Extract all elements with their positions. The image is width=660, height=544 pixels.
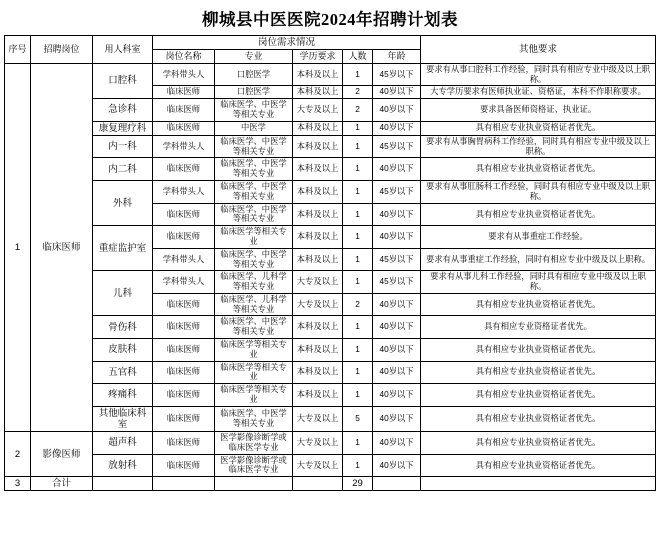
table-row <box>5 121 656 135</box>
cell-number: 1 <box>343 226 373 249</box>
cell-age: 40岁以下 <box>373 406 421 431</box>
cell-major: 中医学 <box>215 121 293 135</box>
cell-dept: 骨伤科 <box>93 316 153 339</box>
cell-major: 临床医学等相关专业 <box>215 384 293 407</box>
cell-number: 1 <box>343 121 373 135</box>
cell-post: 临床医师 <box>31 63 93 431</box>
cell-number: 1 <box>343 248 373 271</box>
cell-number: 2 <box>343 99 373 122</box>
cell-job-name: 临床医师 <box>153 406 215 431</box>
cell-other-requirement: 要求有从事胸胃病科工作经验，同时具有相应专业中级及以上职称。 <box>421 135 656 158</box>
cell-dept: 内一科 <box>93 135 153 158</box>
header-edu: 学历要求 <box>293 50 343 64</box>
cell-dept: 外科 <box>93 181 153 226</box>
cell-total-seq: 3 <box>5 477 31 491</box>
cell-job-name: 临床医师 <box>153 316 215 339</box>
cell-education: 本科及以上 <box>293 86 343 99</box>
cell-number: 1 <box>343 181 373 204</box>
cell-other-requirement: 要求有从事儿科工作经验，同时具有相应专业中级及以上职称。 <box>421 271 656 294</box>
cell-number: 2 <box>343 86 373 99</box>
table-body <box>5 63 656 491</box>
cell-other-requirement: 具有相应专业资格证者优先。 <box>421 316 656 339</box>
cell-job-name: 临床医师 <box>153 121 215 135</box>
cell-dept: 放射科 <box>93 454 153 477</box>
cell-job-name: 临床医师 <box>153 361 215 384</box>
cell-major: 口腔医学 <box>215 86 293 99</box>
cell-other-requirement: 具有相应专业执业资格证者优先。 <box>421 361 656 384</box>
cell-major: 临床医学、儿科学等相关专业 <box>215 293 293 316</box>
cell-other-requirement: 要求有从事重症工作经验，同时有相应专业中级及以上职称。 <box>421 248 656 271</box>
cell-dept: 口腔科 <box>93 63 153 98</box>
cell-job-name: 临床医师 <box>153 86 215 99</box>
table-row <box>5 135 656 158</box>
cell-education: 本科及以上 <box>293 135 343 158</box>
cell-seq: 1 <box>5 63 31 431</box>
cell-other-requirement: 具有相应专业执业资格证者优先。 <box>421 203 656 226</box>
cell-empty <box>215 477 293 491</box>
cell-age: 40岁以下 <box>373 226 421 249</box>
header-post: 招聘岗位 <box>31 36 93 64</box>
cell-major: 临床医学、中医学等相关专业 <box>215 181 293 204</box>
cell-age: 40岁以下 <box>373 454 421 477</box>
cell-major: 口腔医学 <box>215 63 293 86</box>
table-row <box>5 158 656 181</box>
cell-education: 本科及以上 <box>293 63 343 86</box>
cell-dept: 疼痛科 <box>93 384 153 407</box>
cell-education: 本科及以上 <box>293 158 343 181</box>
cell-number: 1 <box>343 384 373 407</box>
cell-education: 本科及以上 <box>293 248 343 271</box>
table-row <box>5 361 656 384</box>
cell-age: 40岁以下 <box>373 99 421 122</box>
cell-education: 大专及以上 <box>293 271 343 294</box>
table-header <box>5 36 656 64</box>
table-row <box>5 338 656 361</box>
cell-education: 大专及以上 <box>293 99 343 122</box>
cell-dept: 皮肤科 <box>93 338 153 361</box>
cell-other-requirement: 大专学历要求有医师执业证、资格证，本科不作职称要求。 <box>421 86 656 99</box>
cell-education: 大专及以上 <box>293 432 343 455</box>
cell-dept: 超声科 <box>93 432 153 455</box>
cell-empty <box>93 477 153 491</box>
cell-number: 2 <box>343 293 373 316</box>
cell-dept: 康复理疗科 <box>93 121 153 135</box>
cell-total-number: 29 <box>343 477 373 491</box>
header-name: 岗位名称 <box>153 50 215 64</box>
cell-number: 1 <box>343 432 373 455</box>
cell-age: 40岁以下 <box>373 361 421 384</box>
cell-job-name: 学科带头人 <box>153 135 215 158</box>
table-row <box>5 99 656 122</box>
cell-other-requirement: 具有相应专业执业资格证者优先。 <box>421 454 656 477</box>
table-row <box>5 432 656 455</box>
cell-major: 临床医学、中医学等相关专业 <box>215 135 293 158</box>
cell-major: 临床医学等相关专业 <box>215 338 293 361</box>
cell-job-name: 临床医师 <box>153 158 215 181</box>
header-age: 年龄 <box>373 50 421 64</box>
cell-job-name: 临床医师 <box>153 293 215 316</box>
cell-job-name: 学科带头人 <box>153 63 215 86</box>
header-dept: 用人科室 <box>93 36 153 64</box>
cell-major: 临床医学、中医学等相关专业 <box>215 203 293 226</box>
cell-job-name: 临床医师 <box>153 384 215 407</box>
cell-age: 45岁以下 <box>373 63 421 86</box>
cell-dept: 五官科 <box>93 361 153 384</box>
table-row <box>5 454 656 477</box>
cell-major: 临床医学、中医学等相关专业 <box>215 248 293 271</box>
cell-job-name: 临床医师 <box>153 454 215 477</box>
cell-number: 5 <box>343 406 373 431</box>
cell-age: 40岁以下 <box>373 432 421 455</box>
header-seq: 序号 <box>5 36 31 64</box>
cell-job-name: 学科带头人 <box>153 248 215 271</box>
header-row-1 <box>5 36 656 50</box>
cell-empty <box>153 477 215 491</box>
cell-dept: 重症监护室 <box>93 226 153 271</box>
cell-major: 临床医学、中医学等相关专业 <box>215 406 293 431</box>
table-row <box>5 181 656 204</box>
cell-age: 40岁以下 <box>373 158 421 181</box>
cell-age: 45岁以下 <box>373 181 421 204</box>
cell-major: 临床医学、儿科学等相关专业 <box>215 271 293 294</box>
cell-other-requirement: 具有相应专业执业资格证者优先。 <box>421 406 656 431</box>
cell-dept: 儿科 <box>93 271 153 316</box>
cell-number: 1 <box>343 316 373 339</box>
cell-job-name: 临床医师 <box>153 226 215 249</box>
cell-other-requirement: 具有相应专业执业资格证者优先。 <box>421 338 656 361</box>
cell-number: 1 <box>343 338 373 361</box>
cell-job-name: 学科带头人 <box>153 271 215 294</box>
cell-education: 大专及以上 <box>293 406 343 431</box>
cell-empty <box>373 477 421 491</box>
cell-number: 1 <box>343 454 373 477</box>
cell-other-requirement: 具有相应专业执业资格证者优先。 <box>421 158 656 181</box>
cell-education: 本科及以上 <box>293 338 343 361</box>
cell-other-requirement: 要求有从事口腔科工作经验，同时具有相应专业中级及以上职称。 <box>421 63 656 86</box>
cell-major: 医学影像诊断学或临床医学专业 <box>215 454 293 477</box>
header-demand-group: 岗位需求情况 <box>153 36 421 50</box>
cell-dept: 内二科 <box>93 158 153 181</box>
cell-major: 临床医学、中医学等相关专业 <box>215 158 293 181</box>
cell-education: 本科及以上 <box>293 121 343 135</box>
cell-other-requirement: 要求有从事重症工作经验。 <box>421 226 656 249</box>
cell-other-requirement: 要求具备医师资格证、执业证。 <box>421 99 656 122</box>
cell-number: 1 <box>343 158 373 181</box>
cell-age: 45岁以下 <box>373 248 421 271</box>
header-num: 人数 <box>343 50 373 64</box>
recruitment-plan-table <box>4 35 656 491</box>
cell-number: 1 <box>343 271 373 294</box>
cell-education: 本科及以上 <box>293 316 343 339</box>
header-other: 其他要求 <box>421 36 656 64</box>
cell-age: 40岁以下 <box>373 121 421 135</box>
cell-age: 40岁以下 <box>373 316 421 339</box>
cell-job-name: 临床医师 <box>153 338 215 361</box>
cell-education: 本科及以上 <box>293 203 343 226</box>
table-row <box>5 63 656 86</box>
cell-job-name: 临床医师 <box>153 432 215 455</box>
cell-post: 影像医师 <box>31 432 93 477</box>
cell-job-name: 学科带头人 <box>153 181 215 204</box>
cell-major: 临床医学、中医学等相关专业 <box>215 99 293 122</box>
cell-number: 1 <box>343 63 373 86</box>
cell-age: 40岁以下 <box>373 384 421 407</box>
cell-other-requirement: 具有相应专业执业资格证者优先。 <box>421 432 656 455</box>
cell-education: 本科及以上 <box>293 361 343 384</box>
cell-major: 临床医学、中医学等相关专业 <box>215 316 293 339</box>
cell-empty <box>293 477 343 491</box>
cell-number: 1 <box>343 135 373 158</box>
cell-education: 大专及以上 <box>293 293 343 316</box>
cell-seq: 2 <box>5 432 31 477</box>
cell-age: 40岁以下 <box>373 293 421 316</box>
table-row <box>5 406 656 431</box>
cell-age: 40岁以下 <box>373 338 421 361</box>
cell-age: 45岁以下 <box>373 135 421 158</box>
cell-dept: 其他临床科室 <box>93 406 153 431</box>
table-row <box>5 226 656 249</box>
cell-other-requirement: 具有相应专业执业资格证者优先。 <box>421 293 656 316</box>
page-title: 柳城县中医医院2024年招聘计划表 <box>202 10 458 29</box>
cell-job-name: 临床医师 <box>153 203 215 226</box>
cell-empty <box>421 477 656 491</box>
table-row <box>5 384 656 407</box>
table-row <box>5 316 656 339</box>
cell-dept: 急诊科 <box>93 99 153 122</box>
cell-number: 1 <box>343 203 373 226</box>
cell-number: 1 <box>343 361 373 384</box>
cell-other-requirement: 具有相应专业执业资格证者优先。 <box>421 121 656 135</box>
cell-age: 40岁以下 <box>373 203 421 226</box>
cell-other-requirement: 具有相应专业执业资格证者优先。 <box>421 384 656 407</box>
cell-job-name: 临床医师 <box>153 99 215 122</box>
cell-education: 本科及以上 <box>293 181 343 204</box>
cell-education: 本科及以上 <box>293 384 343 407</box>
cell-age: 45岁以下 <box>373 271 421 294</box>
cell-other-requirement: 要求有从事肛肠科工作经验，同时具有相应专业中级及以上职称。 <box>421 181 656 204</box>
table-row <box>5 271 656 294</box>
cell-age: 40岁以下 <box>373 86 421 99</box>
cell-major: 临床医学等相关专业 <box>215 226 293 249</box>
header-major: 专业 <box>215 50 293 64</box>
cell-total-label: 合计 <box>31 477 93 491</box>
cell-major: 临床医学等相关专业 <box>215 361 293 384</box>
cell-major: 医学影像诊断学或临床医学专业 <box>215 432 293 455</box>
cell-education: 大专及以上 <box>293 454 343 477</box>
cell-education: 本科及以上 <box>293 226 343 249</box>
total-row <box>5 477 656 491</box>
